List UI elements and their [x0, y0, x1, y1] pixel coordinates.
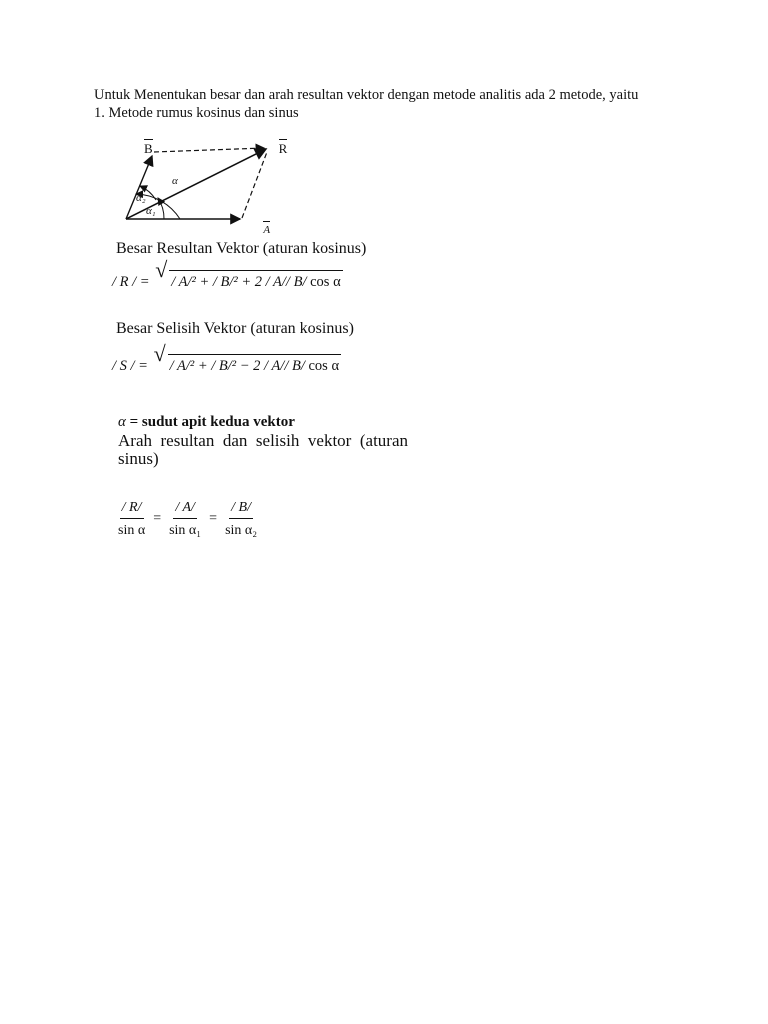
intro-line-2: 1. Metode rumus kosinus dan sinus — [94, 105, 299, 121]
fraction-r-num: / R/ — [120, 500, 144, 519]
parallelogram-svg — [112, 134, 292, 234]
fraction-r — [118, 500, 145, 539]
fraction-a-num: / A/ — [173, 500, 197, 519]
intro-paragraph — [94, 86, 734, 122]
dashed-right-line — [242, 152, 267, 218]
resultan-formula — [112, 257, 343, 292]
fraction-r-den: sin α — [118, 522, 146, 538]
resultan-trig: cos α — [310, 274, 341, 290]
sqrt-symbol: √ / A/² + / B/² + 2 / A// B/ cos α — [155, 257, 341, 290]
diagram-label-b: B — [144, 141, 153, 156]
equals-sign: = — [153, 511, 162, 526]
alpha-definition-text: = sudut apit kedua vektor — [129, 414, 295, 430]
sqrt-symbol: √ / A/² + / B/² − 2 / A// B/ cos α — [153, 341, 340, 374]
diagram-label-a: A — [263, 224, 271, 236]
selisih-heading: Besar Selisih Vektor (aturan kosinus) — [116, 320, 354, 337]
selisih-lhs: / S / = — [112, 358, 148, 374]
selisih-radicand: / A/² + / B/² − 2 / A// B/ — [169, 358, 305, 374]
diagram-label-alpha1: α₁ — [146, 205, 156, 217]
equals-sign: = — [209, 511, 218, 526]
vector-parallelogram-diagram — [112, 134, 292, 234]
resultan-heading: Besar Resultan Vektor (aturan kosinus) — [116, 240, 367, 257]
resultan-lhs: / R / = — [112, 274, 150, 290]
arah-paragraph: Arah resultan dan selisih vektor (aturan sinus) — [118, 431, 408, 468]
alpha-definition — [118, 414, 295, 431]
selisih-formula — [112, 341, 341, 376]
fraction-b — [225, 500, 257, 539]
resultan-radicand: / A/² + / B/² + 2 / A// B/ — [171, 274, 307, 290]
sine-rule-formula — [116, 494, 259, 544]
fraction-a — [169, 500, 201, 539]
alpha-symbol: α — [118, 414, 126, 430]
fraction-b-num: / B/ — [229, 500, 253, 519]
fraction-b-den: sin α₂ — [225, 522, 258, 538]
diagram-label-alpha: α — [172, 175, 178, 187]
fraction-a-den: sin α₁ — [169, 522, 202, 538]
selisih-trig: cos α — [308, 358, 340, 374]
diagram-label-r: R — [278, 141, 288, 156]
dashed-top-line — [154, 148, 264, 152]
diagram-label-alpha2: α₂ — [136, 192, 146, 204]
intro-line-1: Untuk Menentukan besar dan arah resultan vektor dengan metode analitis ada 2 metode, yaitu — [94, 87, 639, 103]
